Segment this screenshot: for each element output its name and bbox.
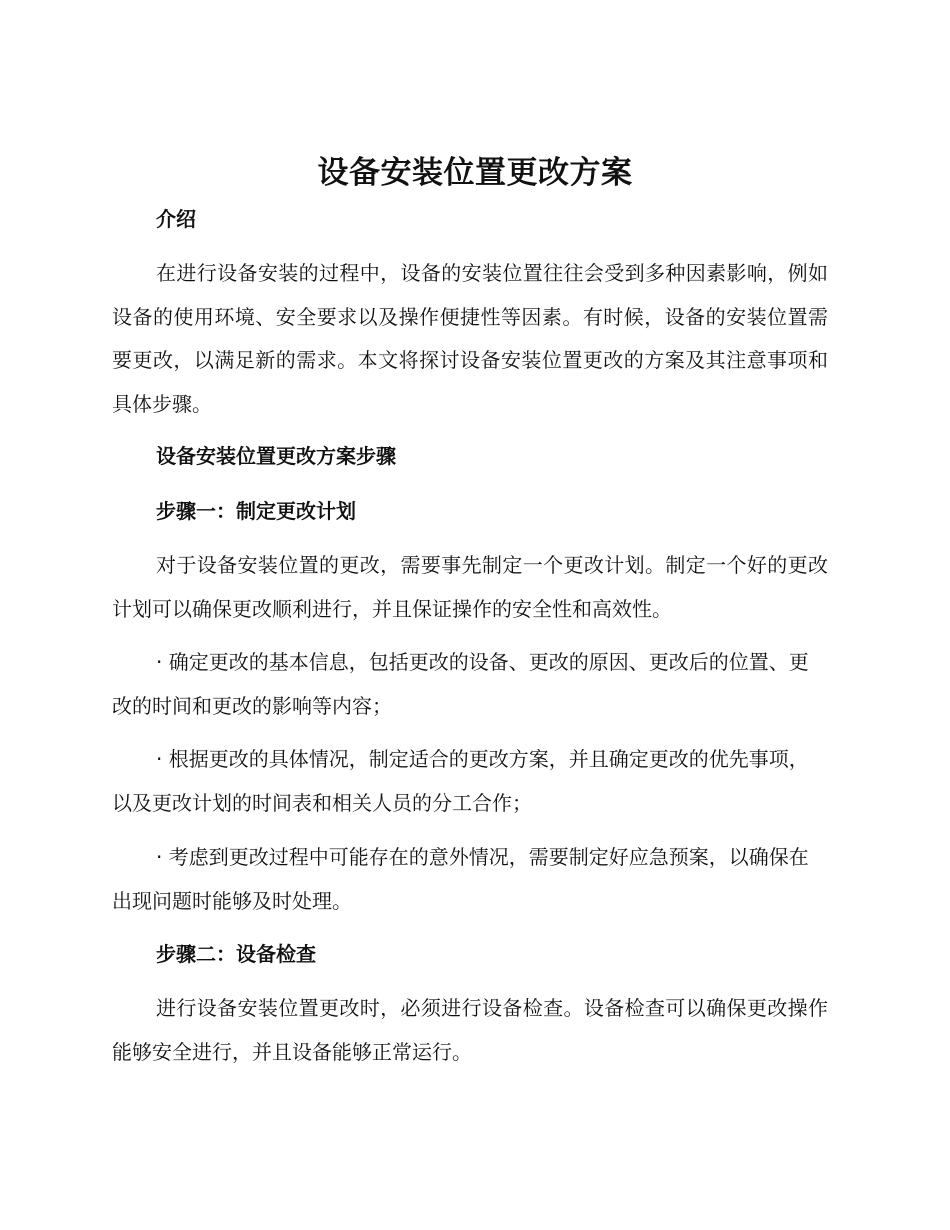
step1-bullet: · 根据更改的具体情况，制定适合的更改方案，并且确定更改的优先事项，以及更改计划的时间表和相关人员的分工合作； xyxy=(112,747,809,815)
step1-heading: 步骤一：制定更改计划 xyxy=(156,499,356,523)
step2-heading: 步骤二：设备检查 xyxy=(156,942,316,966)
step1-bullet: · 确定更改的基本信息，包括更改的设备、更改的原因、更改后的位置、更改的时间和更改的影响等内容； xyxy=(112,650,809,718)
section-heading-steps: 设备安装位置更改方案步骤 xyxy=(156,444,396,468)
section-heading-intro: 介绍 xyxy=(156,207,196,231)
step2-paragraph: 进行设备安装位置更改时，必须进行设备检查。设备检查可以确保更改操作能够安全进行，并且设备能够正常运行。 xyxy=(112,996,828,1064)
step1-paragraph: 对于设备安装位置的更改，需要事先制定一个更改计划。制定一个好的更改计划可以确保更改顺利进行，并且保证操作的安全性和高效性。 xyxy=(112,553,828,621)
document-title: 设备安装位置更改方案 xyxy=(317,155,633,191)
intro-paragraph: 在进行设备安装的过程中，设备的安装位置往往会受到多种因素影响，例如设备的使用环境、安全要求以及操作便捷性等因素。有时候，设备的安装位置需要更改，以满足新的需求。本文将探讨设备安装位置更改的方案及其注意事项和具体步骤。 xyxy=(112,261,828,416)
step1-bullet: · 考虑到更改过程中可能存在的意外情况，需要制定好应急预案，以确保在出现问题时能够及时处理。 xyxy=(112,845,809,913)
